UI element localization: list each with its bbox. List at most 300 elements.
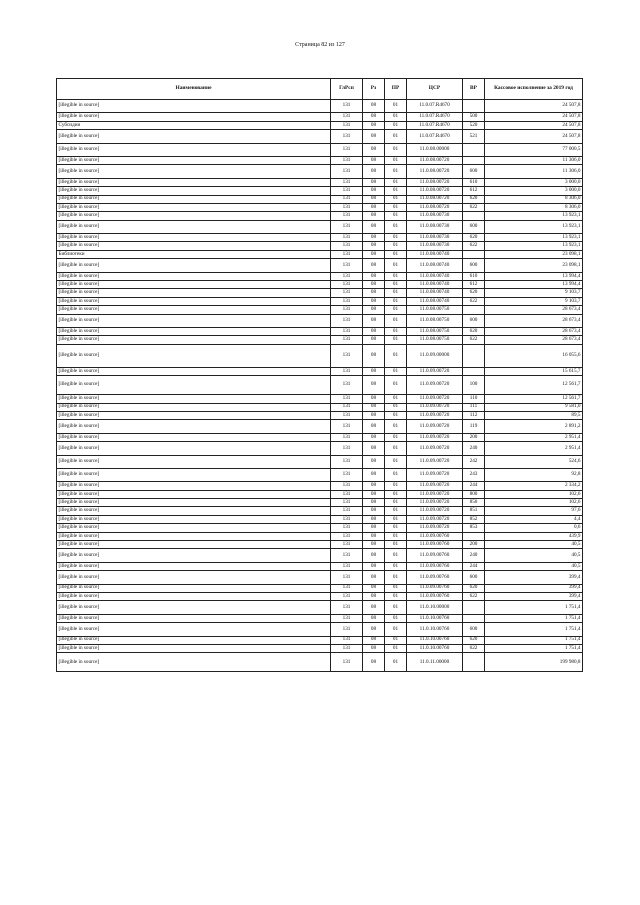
cell-name: [illegible in source]: [57, 549, 331, 562]
cell-grs: 131: [331, 507, 363, 515]
cell-pr: 01: [385, 592, 407, 600]
cell-pr: 01: [385, 250, 407, 258]
cell-pr: 01: [385, 212, 407, 220]
cell-vr: 600: [463, 623, 485, 636]
table-row: [57, 143, 583, 156]
cell-name: [illegible in source]: [57, 403, 331, 411]
table-row: [57, 212, 583, 220]
cell-name: [illegible in source]: [57, 234, 331, 242]
cell-vr: [463, 212, 485, 220]
cell-grs: 131: [331, 592, 363, 600]
cell-sum: 199 980,8: [485, 653, 583, 672]
cell-pr: 01: [385, 411, 407, 419]
cell-name: [illegible in source]: [57, 143, 331, 156]
cell-pr: 01: [385, 601, 407, 614]
cell-sum: 28 673,4: [485, 327, 583, 335]
cell-grs: 131: [331, 395, 363, 403]
cell-sum: 28 673,4: [485, 306, 583, 314]
cell-csr: 11.0.09.00760: [407, 541, 463, 549]
cell-sum: 24 507,8: [485, 121, 583, 129]
cell-csr: 11.0.08.00720: [407, 156, 463, 164]
cell-pr: 01: [385, 420, 407, 433]
cell-rz: 08: [363, 411, 385, 419]
cell-name: [illegible in source]: [57, 395, 331, 403]
cell-rz: 08: [363, 376, 385, 395]
cell-sum: 102,6: [485, 499, 583, 507]
cell-pr: 01: [385, 433, 407, 441]
table-row: [57, 327, 583, 335]
cell-name: Библиотеки: [57, 250, 331, 258]
cell-sum: 40,5: [485, 541, 583, 549]
cell-name: [illegible in source]: [57, 187, 331, 195]
cell-name: [illegible in source]: [57, 367, 331, 375]
cell-name: [illegible in source]: [57, 601, 331, 614]
cell-grs: 131: [331, 468, 363, 481]
cell-vr: 620: [463, 289, 485, 297]
cell-pr: 01: [385, 403, 407, 411]
cell-vr: [463, 156, 485, 164]
cell-sum: 399,4: [485, 592, 583, 600]
cell-rz: 08: [363, 584, 385, 592]
table-row: [57, 220, 583, 233]
cell-rz: 08: [363, 499, 385, 507]
cell-grs: 131: [331, 403, 363, 411]
cell-grs: 131: [331, 100, 363, 113]
cell-vr: 622: [463, 203, 485, 211]
table-row: [57, 395, 583, 403]
table-row: [57, 468, 583, 481]
cell-rz: 08: [363, 653, 385, 672]
table-row: [57, 614, 583, 622]
cell-grs: 131: [331, 281, 363, 289]
cell-pr: 01: [385, 623, 407, 636]
cell-rz: 08: [363, 601, 385, 614]
cell-name: [illegible in source]: [57, 178, 331, 186]
cell-csr: 11.0.08.00740: [407, 272, 463, 280]
cell-sum: 13 923,1: [485, 212, 583, 220]
cell-pr: 01: [385, 113, 407, 121]
cell-csr: 11.0.08.00720: [407, 203, 463, 211]
table-row: [57, 549, 583, 562]
cell-csr: 11.0.09.00760: [407, 592, 463, 600]
cell-csr: 11.0.10.00000: [407, 601, 463, 614]
cell-csr: 11.0.09.00720: [407, 420, 463, 433]
cell-rz: 08: [363, 100, 385, 113]
cell-csr: 11.0.10.00760: [407, 614, 463, 622]
table-row: [57, 314, 583, 327]
cell-rz: 08: [363, 195, 385, 203]
cell-pr: 01: [385, 499, 407, 507]
cell-pr: 01: [385, 130, 407, 143]
table-row: [57, 281, 583, 289]
cell-sum: 40,5: [485, 549, 583, 562]
cell-csr: 11.0.09.00720: [407, 499, 463, 507]
cell-rz: 08: [363, 532, 385, 540]
table-row: [57, 584, 583, 592]
cell-csr: 11.0.07.R4670: [407, 130, 463, 143]
cell-vr: 800: [463, 490, 485, 498]
cell-sum: 3 000,0: [485, 178, 583, 186]
cell-csr: 11.0.08.00720: [407, 165, 463, 178]
cell-grs: 131: [331, 376, 363, 395]
cell-sum: 16 055,6: [485, 344, 583, 367]
cell-vr: 600: [463, 259, 485, 272]
cell-grs: 131: [331, 165, 363, 178]
cell-sum: 23 098,1: [485, 259, 583, 272]
cell-pr: 01: [385, 614, 407, 622]
page-header: Страница 82 из 127: [295, 42, 345, 48]
cell-grs: 131: [331, 178, 363, 186]
cell-name: [illegible in source]: [57, 344, 331, 367]
cell-rz: 08: [363, 297, 385, 305]
cell-vr: 243: [463, 468, 485, 481]
cell-grs: 131: [331, 156, 363, 164]
header-grs: ГлРсп: [331, 79, 363, 100]
cell-pr: 01: [385, 468, 407, 481]
cell-csr: 11.0.08.00730: [407, 220, 463, 233]
table-row: [57, 203, 583, 211]
cell-csr: 11.0.07.R4670: [407, 113, 463, 121]
cell-rz: 08: [363, 259, 385, 272]
cell-name: [illegible in source]: [57, 636, 331, 644]
cell-rz: 08: [363, 490, 385, 498]
cell-rz: 08: [363, 314, 385, 327]
cell-sum: 2 951,4: [485, 442, 583, 455]
table-row: [57, 653, 583, 672]
cell-grs: 131: [331, 336, 363, 344]
cell-rz: 08: [363, 623, 385, 636]
cell-csr: 11.0.09.00760: [407, 562, 463, 570]
cell-csr: 11.0.08.00750: [407, 306, 463, 314]
cell-sum: 11 306,0: [485, 165, 583, 178]
cell-csr: 11.0.09.00720: [407, 376, 463, 395]
cell-sum: 2 891,2: [485, 420, 583, 433]
cell-sum: 13 923,1: [485, 242, 583, 250]
cell-csr: 11.0.09.00720: [407, 455, 463, 468]
cell-name: [illegible in source]: [57, 524, 331, 532]
table-row: [57, 259, 583, 272]
cell-pr: 01: [385, 289, 407, 297]
table-row: [57, 367, 583, 375]
cell-pr: 01: [385, 344, 407, 367]
cell-rz: 08: [363, 395, 385, 403]
table-row: [57, 455, 583, 468]
table-row: [57, 242, 583, 250]
table-row: [57, 411, 583, 419]
budget-table-container: [56, 78, 582, 672]
cell-csr: 11.0.08.00740: [407, 250, 463, 258]
cell-sum: 13 994,4: [485, 272, 583, 280]
cell-vr: 622: [463, 592, 485, 600]
cell-pr: 01: [385, 455, 407, 468]
cell-vr: [463, 653, 485, 672]
cell-sum: 9 103,7: [485, 297, 583, 305]
table-row: [57, 306, 583, 314]
cell-sum: 2 951,4: [485, 433, 583, 441]
table-row: [57, 100, 583, 113]
cell-csr: 11.0.09.00720: [407, 411, 463, 419]
table-row: [57, 234, 583, 242]
cell-name: [illegible in source]: [57, 433, 331, 441]
cell-pr: 01: [385, 121, 407, 129]
cell-vr: 242: [463, 455, 485, 468]
cell-name: [illegible in source]: [57, 314, 331, 327]
cell-pr: 01: [385, 490, 407, 498]
cell-vr: 244: [463, 482, 485, 490]
table-row: [57, 289, 583, 297]
cell-rz: 08: [363, 250, 385, 258]
cell-vr: 620: [463, 195, 485, 203]
cell-sum: 13 923,1: [485, 234, 583, 242]
cell-grs: 131: [331, 499, 363, 507]
header-rz: Рз: [363, 79, 385, 100]
cell-pr: 01: [385, 100, 407, 113]
cell-pr: 01: [385, 220, 407, 233]
cell-sum: 399,4: [485, 571, 583, 584]
cell-vr: 610: [463, 272, 485, 280]
cell-vr: 244: [463, 562, 485, 570]
cell-grs: 131: [331, 455, 363, 468]
cell-rz: 08: [363, 281, 385, 289]
header-sum: Кассовое исполнение за 2019 год: [485, 79, 583, 100]
cell-rz: 08: [363, 636, 385, 644]
cell-rz: 08: [363, 272, 385, 280]
cell-vr: 612: [463, 281, 485, 289]
cell-pr: 01: [385, 156, 407, 164]
table-row: [57, 250, 583, 258]
table-row: [57, 442, 583, 455]
cell-vr: [463, 614, 485, 622]
cell-vr: 622: [463, 242, 485, 250]
table-row: [57, 336, 583, 344]
cell-sum: 28 673,4: [485, 336, 583, 344]
cell-pr: 01: [385, 281, 407, 289]
cell-sum: 77 000,5: [485, 143, 583, 156]
cell-rz: 08: [363, 203, 385, 211]
cell-csr: 11.0.09.00760: [407, 571, 463, 584]
cell-vr: 200: [463, 541, 485, 549]
cell-name: [illegible in source]: [57, 195, 331, 203]
table-row: [57, 515, 583, 523]
cell-sum: 102,6: [485, 490, 583, 498]
cell-vr: 622: [463, 336, 485, 344]
cell-sum: 1 751,4: [485, 614, 583, 622]
cell-name: [illegible in source]: [57, 165, 331, 178]
cell-grs: 131: [331, 272, 363, 280]
cell-pr: 01: [385, 178, 407, 186]
cell-rz: 08: [363, 306, 385, 314]
cell-vr: 200: [463, 433, 485, 441]
cell-pr: 01: [385, 272, 407, 280]
cell-name: [illegible in source]: [57, 499, 331, 507]
budget-table: [56, 78, 583, 672]
table-row: [57, 490, 583, 498]
cell-pr: 01: [385, 541, 407, 549]
cell-rz: 08: [363, 541, 385, 549]
cell-sum: 399,4: [485, 584, 583, 592]
cell-name: [illegible in source]: [57, 507, 331, 515]
header-name: Наименование: [57, 79, 331, 100]
cell-grs: 131: [331, 234, 363, 242]
cell-csr: 11.0.08.00740: [407, 297, 463, 305]
cell-csr: 11.0.10.00760: [407, 623, 463, 636]
cell-csr: 11.0.09.00720: [407, 367, 463, 375]
table-row: [57, 482, 583, 490]
cell-grs: 131: [331, 420, 363, 433]
table-row: [57, 433, 583, 441]
cell-grs: 131: [331, 601, 363, 614]
header-vr: ВР: [463, 79, 485, 100]
cell-name: [illegible in source]: [57, 623, 331, 636]
cell-grs: 131: [331, 614, 363, 622]
cell-rz: 08: [363, 121, 385, 129]
cell-vr: 600: [463, 314, 485, 327]
cell-pr: 01: [385, 367, 407, 375]
cell-pr: 01: [385, 187, 407, 195]
cell-vr: 853: [463, 524, 485, 532]
cell-name: [illegible in source]: [57, 376, 331, 395]
cell-csr: 11.0.09.00720: [407, 468, 463, 481]
cell-rz: 08: [363, 524, 385, 532]
cell-vr: 620: [463, 636, 485, 644]
cell-rz: 08: [363, 143, 385, 156]
cell-pr: 01: [385, 314, 407, 327]
cell-rz: 08: [363, 187, 385, 195]
table-row: [57, 623, 583, 636]
cell-pr: 01: [385, 571, 407, 584]
cell-name: [illegible in source]: [57, 203, 331, 211]
cell-pr: 01: [385, 297, 407, 305]
cell-grs: 131: [331, 584, 363, 592]
cell-vr: [463, 532, 485, 540]
cell-rz: 08: [363, 242, 385, 250]
cell-vr: 600: [463, 571, 485, 584]
cell-vr: 620: [463, 234, 485, 242]
cell-rz: 08: [363, 344, 385, 367]
cell-vr: 622: [463, 644, 485, 652]
cell-rz: 08: [363, 234, 385, 242]
cell-vr: 600: [463, 220, 485, 233]
cell-name: [illegible in source]: [57, 571, 331, 584]
cell-name: [illegible in source]: [57, 482, 331, 490]
cell-grs: 131: [331, 524, 363, 532]
cell-pr: 01: [385, 584, 407, 592]
cell-grs: 131: [331, 433, 363, 441]
cell-grs: 131: [331, 636, 363, 644]
cell-vr: 851: [463, 507, 485, 515]
cell-grs: 131: [331, 367, 363, 375]
cell-csr: 11.0.09.00760: [407, 549, 463, 562]
table-header-row: [57, 79, 583, 100]
cell-vr: 622: [463, 297, 485, 305]
cell-vr: 500: [463, 113, 485, 121]
cell-csr: 11.0.08.00750: [407, 327, 463, 335]
cell-name: [illegible in source]: [57, 289, 331, 297]
table-row: [57, 156, 583, 164]
cell-name: [illegible in source]: [57, 644, 331, 652]
cell-grs: 131: [331, 314, 363, 327]
table-row: [57, 165, 583, 178]
cell-pr: 01: [385, 376, 407, 395]
cell-grs: 131: [331, 532, 363, 540]
cell-csr: 11.0.08.00720: [407, 187, 463, 195]
cell-rz: 08: [363, 178, 385, 186]
cell-sum: 524,6: [485, 455, 583, 468]
cell-pr: 01: [385, 143, 407, 156]
cell-sum: 24 507,8: [485, 113, 583, 121]
cell-sum: 13 994,4: [485, 281, 583, 289]
cell-grs: 131: [331, 490, 363, 498]
table-row: [57, 344, 583, 367]
cell-rz: 08: [363, 336, 385, 344]
cell-csr: 11.0.08.00740: [407, 281, 463, 289]
cell-grs: 131: [331, 187, 363, 195]
cell-sum: 3 000,0: [485, 187, 583, 195]
table-row: [57, 507, 583, 515]
cell-csr: 11.0.11.00000: [407, 653, 463, 672]
cell-csr: 11.0.09.00000: [407, 344, 463, 367]
cell-rz: 08: [363, 442, 385, 455]
cell-name: [illegible in source]: [57, 411, 331, 419]
table-body: [57, 100, 583, 672]
cell-rz: 08: [363, 113, 385, 121]
cell-grs: 131: [331, 203, 363, 211]
cell-sum: 13 923,1: [485, 220, 583, 233]
cell-name: [illegible in source]: [57, 113, 331, 121]
cell-grs: 131: [331, 653, 363, 672]
cell-csr: 11.0.07.R4670: [407, 100, 463, 113]
cell-pr: 01: [385, 515, 407, 523]
cell-name: [illegible in source]: [57, 420, 331, 433]
table-row: [57, 592, 583, 600]
cell-grs: 131: [331, 327, 363, 335]
cell-grs: 131: [331, 344, 363, 367]
cell-name: [illegible in source]: [57, 130, 331, 143]
cell-pr: 01: [385, 532, 407, 540]
cell-name: [illegible in source]: [57, 653, 331, 672]
cell-sum: 9 581,0: [485, 403, 583, 411]
cell-grs: 131: [331, 306, 363, 314]
cell-pr: 01: [385, 636, 407, 644]
cell-name: [illegible in source]: [57, 592, 331, 600]
cell-sum: 9 103,7: [485, 289, 583, 297]
table-row: [57, 644, 583, 652]
cell-grs: 131: [331, 250, 363, 258]
cell-sum: 89,5: [485, 411, 583, 419]
table-row: [57, 524, 583, 532]
cell-sum: 12 561,7: [485, 395, 583, 403]
cell-sum: 0,6: [485, 524, 583, 532]
cell-sum: 24 507,8: [485, 100, 583, 113]
cell-name: [illegible in source]: [57, 541, 331, 549]
cell-rz: 08: [363, 507, 385, 515]
cell-grs: 131: [331, 220, 363, 233]
cell-sum: 12 561,7: [485, 376, 583, 395]
cell-grs: 131: [331, 482, 363, 490]
cell-vr: [463, 367, 485, 375]
cell-vr: 110: [463, 395, 485, 403]
cell-vr: [463, 601, 485, 614]
cell-vr: 620: [463, 327, 485, 335]
cell-name: [illegible in source]: [57, 242, 331, 250]
cell-rz: 08: [363, 403, 385, 411]
cell-rz: 08: [363, 367, 385, 375]
cell-pr: 01: [385, 165, 407, 178]
cell-rz: 08: [363, 420, 385, 433]
cell-rz: 08: [363, 468, 385, 481]
cell-name: [illegible in source]: [57, 281, 331, 289]
cell-name: [illegible in source]: [57, 297, 331, 305]
